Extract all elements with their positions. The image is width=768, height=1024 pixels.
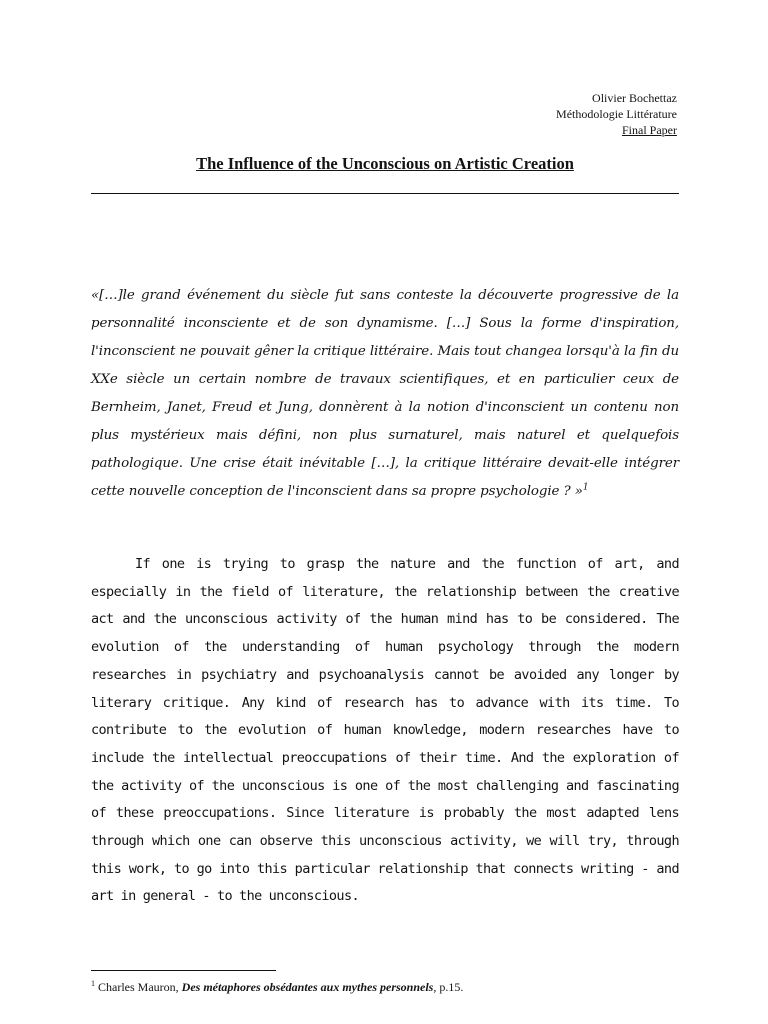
footnote-divider (91, 970, 276, 971)
epigraph-quote (91, 282, 679, 506)
footnote (91, 979, 691, 995)
footnote-author: Charles Mauron, (98, 980, 179, 994)
author-header (556, 90, 677, 138)
intro-paragraph: If one is trying to grasp the nature and the function of art, and especially in the field of literature, the relationship between the creative act and the unconscious activity of the human mind has to be considered. The evolution of the understanding of human psychology through the modern researches in psychiatry and psychoanalysis cannot be avoided any longer by literary critique. Any kind of research has to advance with its time. To contribute to the evolution of human knowledge, modern researches have to include the intellectual preoccupations of their time. And the exploration of the activity of the unconscious is one of the most challenging and fascinating of these preoccupations. Since literature is probably the most adapted lens through which one can observe this unconscious activity, we will try, through this work, to go into this particular relationship that connects writing - and art in general - to the unconscious. (91, 556, 679, 905)
quote-text: «[…]le grand événement du siècle fut sans conteste la découverte progressive de la personnalité inconsciente et de son dynamisme. […] Sous la forme d'inspiration, l'inconscient ne pouvait gêner la critique littéraire. Mais tout changea lorsqu'à la fin du XXe siècle un certain nombre de travaux scientifiques, et en particulier ceux de Bernheim, Janet, Freud et Jung, donnèrent à la notion d'inconscient un contenu non plus mystérieux mais défini, non plus surnaturel, mais naturel et quelquefois pathologique. Une crise était inévitable […], la critique littéraire devait-elle intégrer cette nouvelle conception de l'inconscient dans sa propre psychologie ? » (91, 288, 679, 499)
paper-title: The Influence of the Unconscious on Artistic Creation (196, 154, 574, 173)
footnote-number: 1 (91, 979, 95, 988)
course-name: Méthodologie Littérature (556, 107, 677, 121)
footnote-page: , p.15. (433, 980, 464, 994)
document-type: Final Paper (622, 123, 677, 137)
author-name: Olivier Bochettaz (592, 91, 677, 105)
title-divider (91, 193, 679, 194)
footnote-book-title: Des métaphores obsédantes aux mythes personnels (181, 980, 434, 994)
quote-footnote-ref: 1 (582, 482, 589, 493)
